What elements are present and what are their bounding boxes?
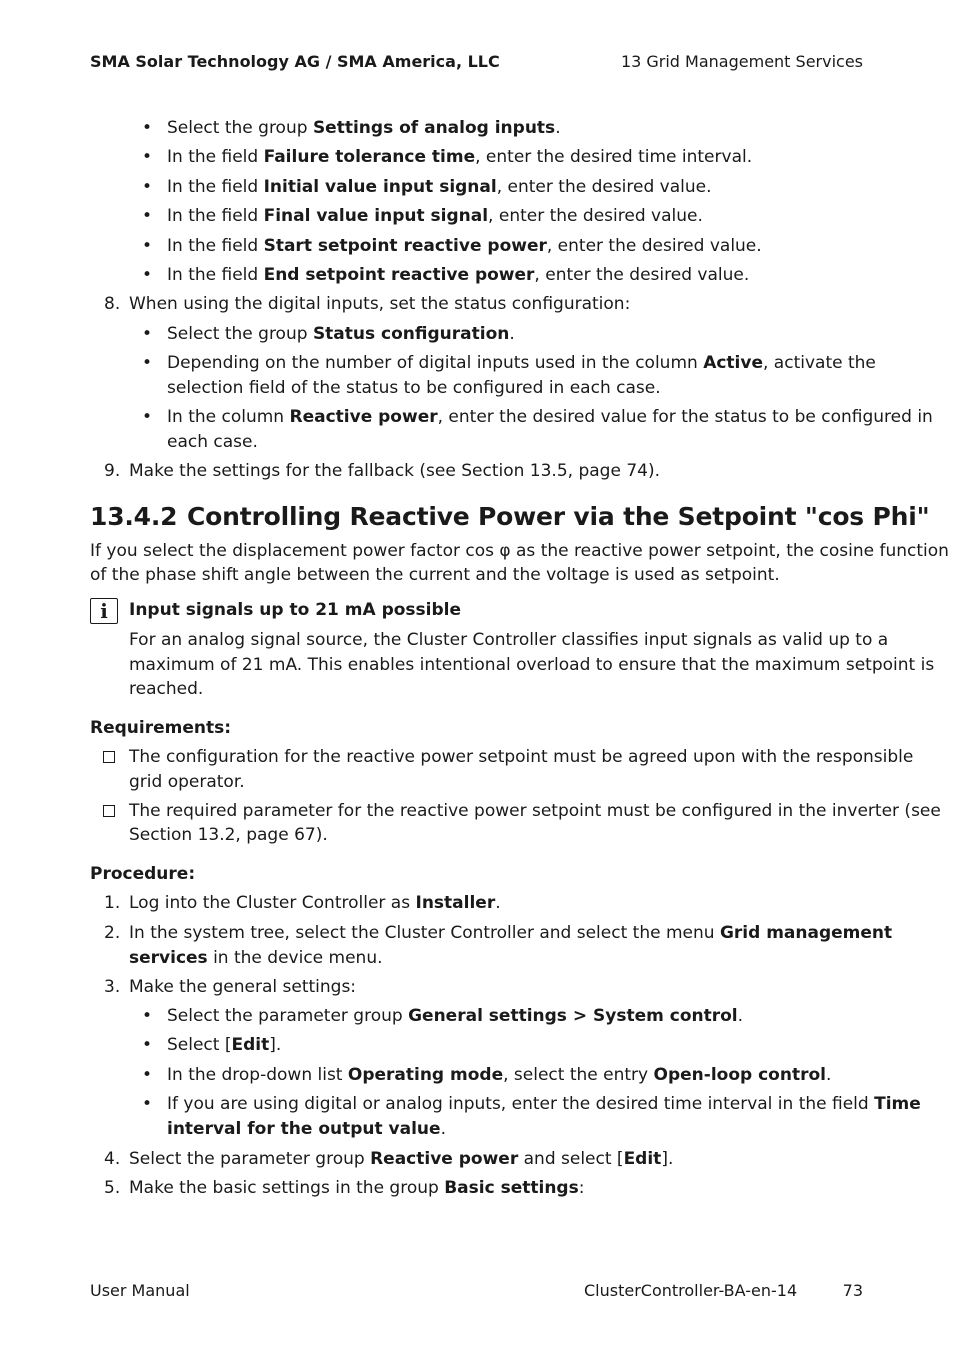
list-item: In the field End setpoint reactive power, enter the desired value. [167, 265, 750, 285]
list-item: In the field Initial value input signal, enter the desired value. [167, 177, 712, 197]
list-item-continuation: each case. [167, 432, 258, 452]
list-item: Select the parameter group General settings > System control. [167, 1006, 744, 1026]
bullet: • [142, 353, 153, 373]
intro-text: If you select the displacement power factor cos φ as the reactive power setpoint, the cosine function [90, 541, 949, 561]
step-text: When using the digital inputs, set the status configuration: [129, 294, 631, 314]
list-item: Depending on the number of digital inputs used in the column Active, activate the [167, 353, 876, 373]
requirements-label: Requirements: [90, 718, 232, 738]
step-text: In the system tree, select the Cluster Controller and select the menu Grid management [129, 923, 893, 943]
section-title: Controlling Reactive Power via the Setpoint "cos Phi" [187, 502, 930, 531]
requirement-text: grid operator. [129, 772, 245, 792]
bullet: • [142, 177, 153, 197]
footer-doc-id: ClusterController-BA-en-14 [584, 1281, 798, 1300]
header-chapter: 13 Grid Management Services [620, 52, 863, 71]
list-item-continuation: selection field of the status to be configured in each case. [167, 378, 661, 398]
step-number: 9. [104, 461, 121, 481]
section-heading [90, 502, 929, 531]
list-item: In the drop-down list Operating mode, select the entry Open-loop control. [167, 1065, 832, 1085]
bullet: • [142, 1065, 153, 1085]
step-text: Make the settings for the fallback (see Section 13.5, page 74). [129, 461, 660, 481]
info-title: Input signals up to 21 mA possible [129, 600, 462, 620]
list-item: In the field Start setpoint reactive power, enter the desired value. [167, 236, 762, 256]
info-icon: i [90, 598, 118, 624]
list-item: Select the group Settings of analog inputs. [167, 118, 561, 138]
list-item: In the column Reactive power, enter the desired value for the status to be configured in [167, 407, 933, 427]
bullet: • [142, 407, 153, 427]
procedure-label: Procedure: [90, 864, 196, 884]
header-company: SMA Solar Technology AG / SMA America, LLC [90, 52, 500, 71]
intro-text: of the phase shift angle between the current and the voltage is used as setpoint. [90, 565, 780, 585]
step-text: Make the basic settings in the group Basic settings: [129, 1178, 585, 1198]
bullet: • [142, 118, 153, 138]
bullet: • [142, 324, 153, 344]
list-item: Select [Edit]. [167, 1035, 282, 1055]
step-number: 3. [104, 977, 121, 997]
step-number: 5. [104, 1178, 121, 1198]
step-text: Select the parameter group Reactive power and select [Edit]. [129, 1149, 674, 1169]
step-number: 1. [104, 893, 121, 913]
bullet: • [142, 265, 153, 285]
step-number: 2. [104, 923, 121, 943]
info-text: For an analog signal source, the Cluster Controller classifies input signals as valid up to a [129, 630, 889, 650]
list-item-continuation: interval for the output value. [167, 1119, 446, 1139]
step-text: Make the general settings: [129, 977, 357, 997]
bullet: • [142, 1006, 153, 1026]
list-item: In the field Final value input signal, enter the desired value. [167, 206, 703, 226]
bullet: • [142, 1035, 153, 1055]
list-item: In the field Failure tolerance time, enter the desired time interval. [167, 147, 753, 167]
bullet: • [142, 147, 153, 167]
bullet: • [142, 206, 153, 226]
footer-manual: User Manual [90, 1281, 190, 1300]
bullet: • [142, 1094, 153, 1114]
requirement-text: The configuration for the reactive power setpoint must be agreed upon with the responsible [129, 747, 914, 767]
checkbox-icon [103, 751, 115, 763]
info-text: maximum of 21 mA. This enables intentional overload to ensure that the maximum setpoint is [129, 655, 935, 675]
checkbox-icon [103, 805, 115, 817]
requirement-text: The required parameter for the reactive power setpoint must be configured in the inverter (see [129, 801, 941, 821]
page-number: 73 [842, 1281, 863, 1300]
section-number: 13.4.2 [90, 502, 178, 531]
bullet: • [142, 236, 153, 256]
list-item: Select the group Status configuration. [167, 324, 515, 344]
step-number: 8. [104, 294, 121, 314]
requirement-text: Section 13.2, page 67). [129, 825, 328, 845]
step-text-continuation: services in the device menu. [129, 948, 383, 968]
step-text: Log into the Cluster Controller as Installer. [129, 893, 501, 913]
info-text: reached. [129, 679, 204, 699]
list-item: If you are using digital or analog inputs, enter the desired time interval in the field Time [167, 1094, 921, 1114]
step-number: 4. [104, 1149, 121, 1169]
